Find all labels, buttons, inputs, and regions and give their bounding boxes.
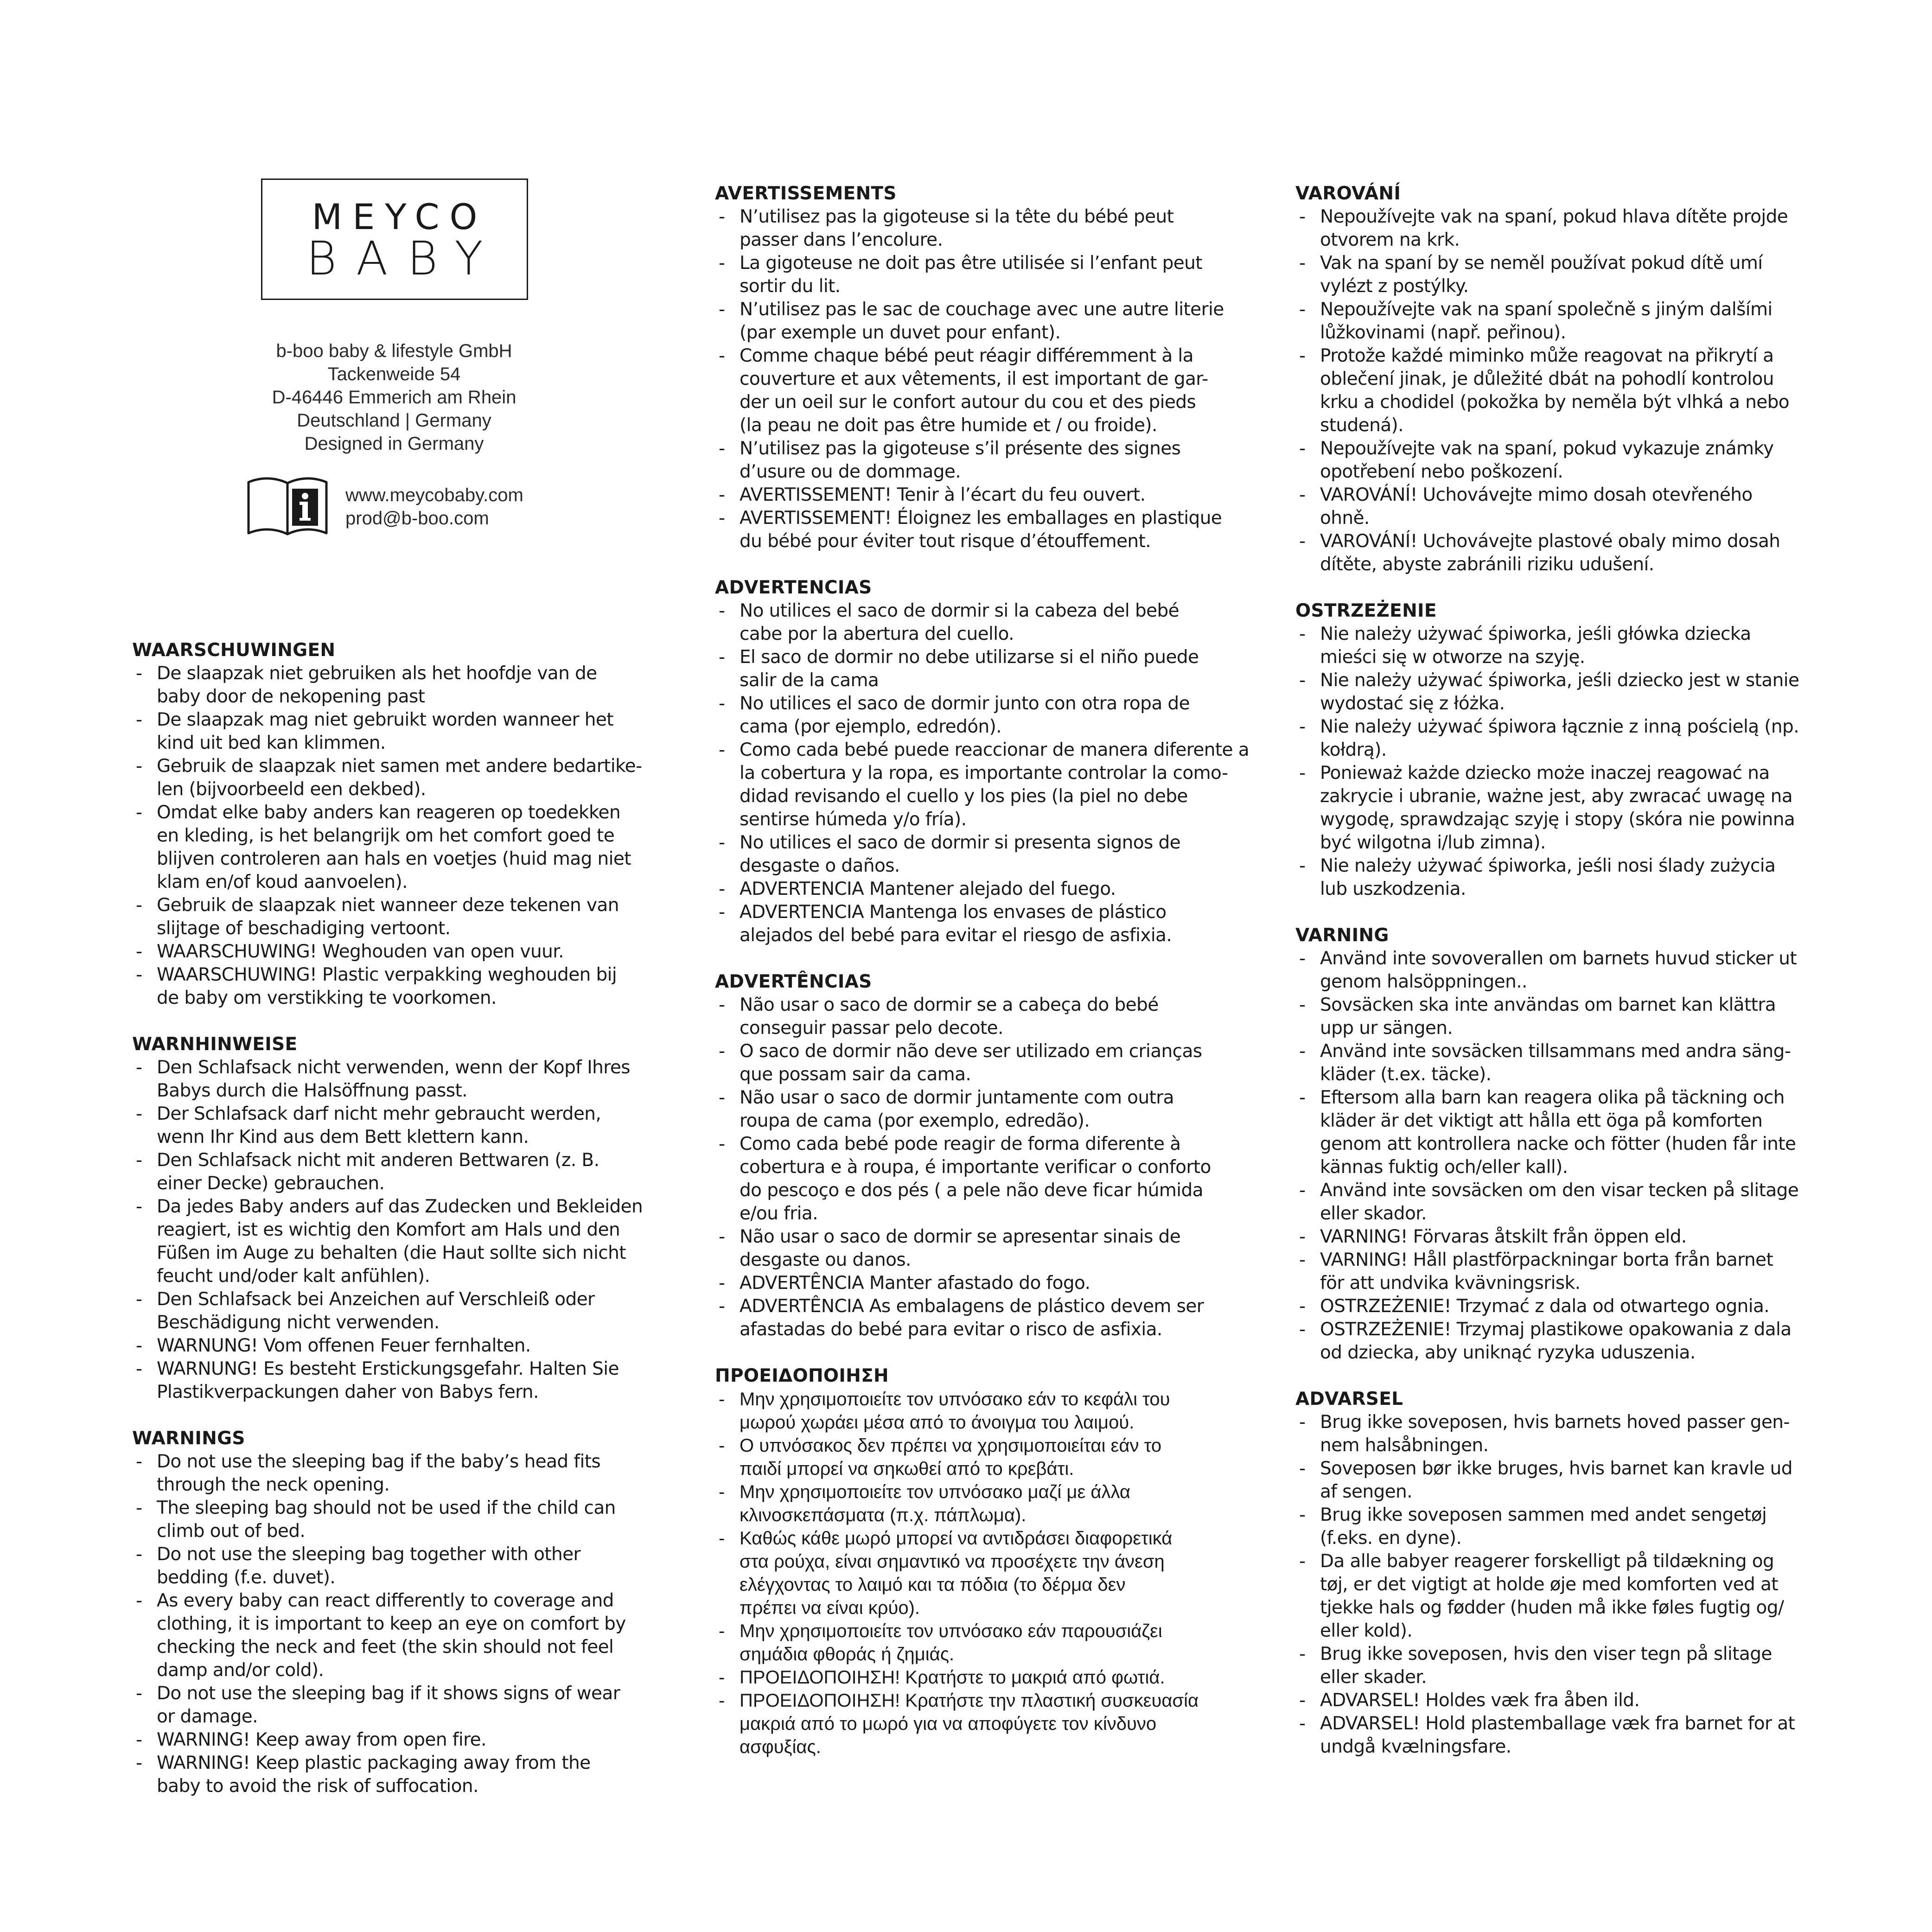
company-address [232, 339, 556, 455]
warning-list [1295, 205, 1829, 576]
column-right [1295, 182, 1829, 1782]
warning-item: - AVERTISSEMENT! Éloignez les emballages en plastique du bébé pour éviter tout risque d’étouffement. [715, 507, 1253, 553]
warning-list [132, 1450, 661, 1798]
warning-item: - WARNUNG! Vom offenen Feuer fernhalten. [132, 1334, 661, 1358]
warning-item: - No utilices el saco de dormir si la cabeza del bebé cabe por la abertura del cuello. [715, 599, 1253, 646]
warning-item: - De slaapzak mag niet gebruikt worden wanneer het kind uit bed kan klimmen. [132, 708, 661, 755]
warning-item: - Eftersom alla barn kan reagera olika på täckning och kläder är det viktigt att hålla ett öga på komforten genom att kontrollera nacke och fötter (huden får inte kännas fuktig och/eller kall). [1295, 1086, 1829, 1179]
section-german [132, 1033, 661, 1404]
warning-item: - Den Schlafsack bei Anzeichen auf Verschleiß oder Beschädigung nicht verwenden. [132, 1288, 661, 1334]
warning-item: - ADVERTENCIA Mantener alejado del fuego. [715, 878, 1253, 901]
meyco-baby-logo [261, 179, 528, 300]
section-polish [1295, 599, 1829, 901]
warning-list [132, 1056, 661, 1404]
warning-item: - OSTRZEŻENIE! Trzymać z dala od otwartego ognia. [1295, 1295, 1829, 1318]
warning-item: - Μην χρησιμοποιείτε τον υπνόσακο εάν το κεφάλι του μωρού χωράει μέσα από το άνοιγμα του λαιμού. [715, 1388, 1253, 1434]
warning-item: - N’utilisez pas le sac de couchage avec une autre literie (par exemple un duvet pour enfant). [715, 298, 1253, 344]
warning-item: - OSTRZEŻENIE! Trzymaj plastikowe opakowania z dala od dziecka, aby uniknąć ryzyka uduszenia. [1295, 1318, 1829, 1365]
warning-item: - La gigoteuse ne doit pas être utilisée si l’enfant peut sortir du lit. [715, 252, 1253, 298]
warning-item: - VARNING! Håll plastförpackningar borta från barnet för att undvika kvävningsrisk. [1295, 1249, 1829, 1295]
warning-item: - ADVERTÊNCIA As embalagens de plástico devem ser afastadas do bebé para evitar o risco de asfixia. [715, 1295, 1253, 1341]
warning-item: - Brug ikke soveposen, hvis barnets hoved passer gen- nem halsåbningen. [1295, 1411, 1829, 1457]
warning-item: - N’utilisez pas la gigoteuse s’il présente des signes d’usure ou de dommage. [715, 437, 1253, 484]
logo-line-1: MEYCO [312, 196, 488, 237]
contact-info [345, 484, 523, 530]
email-link[interactable]: prod@b-boo.com [345, 508, 489, 529]
warning-item: - No utilices el saco de dormir si presenta signos de desgaste o daños. [715, 831, 1253, 878]
warning-item: - ADVERTÊNCIA Manter afastado do fogo. [715, 1272, 1253, 1295]
warning-item: - Ο υπνόσακος δεν πρέπει να χρησιμοποιείται εάν το παιδί μπορεί να σηκωθεί από το κρεβάτι. [715, 1434, 1253, 1480]
warning-item: - Nie należy używać śpiworka, jeśli główka dziecka mieści się w otworze na szyję. [1295, 623, 1829, 669]
warning-list [715, 994, 1253, 1341]
section-swedish [1295, 924, 1829, 1365]
warning-item: - Nepoužívejte vak na spaní, pokud hlava dítěte projde otvorem na krk. [1295, 205, 1829, 252]
warning-item: - N’utilisez pas la gigoteuse si la tête du bébé peut passer dans l’encolure. [715, 205, 1253, 252]
website-link[interactable]: www.meycobaby.com [345, 485, 523, 505]
warning-item: - Använd inte sovsäcken om den visar tecken på slitage eller skador. [1295, 1179, 1829, 1225]
section-danish [1295, 1388, 1829, 1759]
section-french [715, 182, 1253, 553]
warning-item: - Do not use the sleeping bag together with other bedding (f.e. duvet). [132, 1543, 661, 1589]
warning-item: - Não usar o saco de dormir juntamente com outra roupa de cama (por exemplo, edredão). [715, 1086, 1253, 1133]
warning-item: - WARNING! Keep plastic packaging away from the baby to avoid the risk of suffocation. [132, 1752, 661, 1798]
warning-item: - Den Schlafsack nicht verwenden, wenn der Kopf Ihres Babys durch die Halsöffnung passt. [132, 1056, 661, 1103]
warning-item: - WAARSCHUWING! Weghouden van open vuur. [132, 940, 661, 963]
warning-item: - ΠΡΟΕΙΔΟΠΟΙΗΣΗ! Κρατήστε το μακριά από φωτιά. [715, 1666, 1253, 1689]
warning-item: - Nie należy używać śpiworka, jeśli nosi ślady zużycia lub uszkodzenia. [1295, 854, 1829, 901]
warning-item: - Da alle babyer reagerer forskelligt på tildækning og tøj, er det vigtigt at holde øje med komforten ved at tjekke hals og fødder (huden må ikke føles fugtig og/ eller kold). [1295, 1550, 1829, 1643]
warning-item: - Ponieważ każde dziecko może inaczej reagować na zakrycie i ubranie, ważne jest, aby zwracać uwagę na wygodę, sprawdzając szyję i stopy (skóra nie powinna być wilgotna i/lub zimna). [1295, 762, 1829, 854]
warning-item: - Omdat elke baby anders kan reageren op toedekken en kleding, is het belangrijk om het comfort goed te blijven controleren aan hals en voetjes (huid mag niet klam en/of koud aanvoelen). [132, 801, 661, 894]
warning-item: - Não usar o saco de dormir se a cabeça do bebé conseguir passar pelo decote. [715, 994, 1253, 1040]
warning-list [1295, 623, 1829, 901]
warning-item: - ADVARSEL! Hold plastemballage væk fra barnet for at undgå kvælningsfare. [1295, 1712, 1829, 1759]
warning-item: - The sleeping bag should not be used if the child can climb out of bed. [132, 1497, 661, 1543]
section-title: ΠΡΟΕΙΔΟΠΟΙΗΣΗ [715, 1365, 889, 1386]
warning-item: - Do not use the sleeping bag if the baby’s head fits through the neck opening. [132, 1450, 661, 1497]
warning-item: - AVERTISSEMENT! Tenir à l’écart du feu ouvert. [715, 484, 1253, 507]
warning-list [1295, 1411, 1829, 1759]
warning-item: - Não usar o saco de dormir se apresentar sinais de desgaste ou danos. [715, 1225, 1253, 1272]
warning-list [1295, 947, 1829, 1365]
warning-item: - Nie należy używać śpiwora łącznie z inną pościelą (np. kołdrą). [1295, 715, 1829, 762]
warning-item: - Använd inte sovsäcken tillsammans med andra säng- kläder (t.ex. täcke). [1295, 1040, 1829, 1086]
warning-item: - Soveposen bør ikke bruges, hvis barnet kan kravle ud af sengen. [1295, 1457, 1829, 1504]
section-portuguese [715, 970, 1253, 1341]
section-title: VARNING [1295, 925, 1389, 946]
section-title: WAARSCHUWINGEN [132, 640, 336, 661]
section-title: ADVERTÊNCIAS [715, 971, 872, 992]
section-dutch [132, 639, 661, 1010]
section-spanish [715, 576, 1253, 947]
section-title: ADVERTENCIAS [715, 577, 872, 598]
warning-item: - Μην χρησιμοποιείτε τον υπνόσακο εάν παρουσιάζει σημάδια φθοράς ή ζημιάς. [715, 1620, 1253, 1666]
warning-item: - Μην χρησιμοποιείτε τον υπνόσακο μαζί με άλλα κλινοσκεπάσματα (π.χ. πάπλωμα). [715, 1480, 1253, 1527]
company-country: Deutschland | Germany [297, 410, 491, 431]
warning-item: - Καθώς κάθε μωρό μπορεί να αντιδράσει διαφορετικά στα ρούχα, είναι σημαντικό να προσέχετε την άνεση ελέγχοντας το λαιμό και τα πόδια (το δέρμα δεν πρέπει να είναι κρύο). [715, 1527, 1253, 1620]
warning-item: - WARNUNG! Es besteht Erstickungsgefahr. Halten Sie Plastikverpackungen daher von Babys fern. [132, 1358, 661, 1404]
section-english [132, 1427, 661, 1798]
logo-line-2: BABY [306, 231, 503, 286]
warning-item: - Nepoužívejte vak na spaní, pokud vykazuje známky opotřebení nebo poškození. [1295, 437, 1829, 484]
warning-item: - Använd inte sovoverallen om barnets huvud sticker ut genom halsöppningen.. [1295, 947, 1829, 994]
warning-item: - No utilices el saco de dormir junto con otra ropa de cama (por ejemplo, edredón). [715, 692, 1253, 739]
section-title: AVERTISSEMENTS [715, 183, 897, 204]
warning-list [715, 1388, 1253, 1759]
warning-item: - VARNING! Förvaras åtskilt från öppen eld. [1295, 1225, 1829, 1249]
section-greek [715, 1365, 1253, 1759]
warning-item: - WARNING! Keep away from open fire. [132, 1728, 661, 1752]
section-title: WARNINGS [132, 1428, 245, 1449]
warning-item: - Nie należy używać śpiworka, jeśli dziecko jest w stanie wydostać się z łóżka. [1295, 669, 1829, 715]
warning-item: - WAARSCHUWING! Plastic verpakking weghouden bij de baby om verstikking te voorkomen. [132, 963, 661, 1010]
section-title: VAROVÁNÍ [1295, 183, 1401, 204]
warning-item: - Comme chaque bébé peut réagir différemment à la couverture et aux vêtements, il est important de gar- der un oeil sur le confort autour du cou et des pieds (la peau ne doit pas être humide et / ou froide). [715, 344, 1253, 437]
warning-item: - ADVARSEL! Holdes væk fra åben ild. [1295, 1689, 1829, 1712]
warning-item: - O saco de dormir não deve ser utilizado em crianças que possam sair da cama. [715, 1040, 1253, 1086]
warning-item: - Brug ikke soveposen, hvis den viser tegn på slitage eller skader. [1295, 1643, 1829, 1689]
column-middle [715, 182, 1253, 1782]
warning-item: - El saco de dormir no debe utilizarse si el niño puede salir de la cama [715, 646, 1253, 692]
manual-info-icon [246, 474, 329, 536]
warning-item: - VAROVÁNÍ! Uchovávejte plastové obaly mimo dosah dítěte, abyste zabránili riziku udušení. [1295, 530, 1829, 576]
warning-item: - Como cada bebé pode reagir de forma diferente à cobertura e à roupa, é importante verificar o conforto do pescoço e dos pés ( a pele não deve ficar húmida e/ou fria. [715, 1133, 1253, 1225]
warning-item: - Gebruik de slaapzak niet samen met andere bedartike- len (bijvoorbeeld een dekbed). [132, 755, 661, 801]
warning-item: - Gebruik de slaapzak niet wanneer deze tekenen van slijtage of beschadiging vertoont. [132, 894, 661, 940]
warning-item: - Vak na spaní by se neměl používat pokud dítě umí vylézt z postýlky. [1295, 252, 1829, 298]
warning-list [715, 599, 1253, 947]
company-street: Tackenweide 54 [327, 364, 461, 384]
warning-item: - Sovsäcken ska inte användas om barnet kan klättra upp ur sängen. [1295, 994, 1829, 1040]
column-left [132, 639, 661, 1821]
warning-item: - De slaapzak niet gebruiken als het hoofdje van de baby door de nekopening past [132, 662, 661, 708]
warning-item: - VAROVÁNÍ! Uchovávejte mimo dosah otevřeného ohně. [1295, 484, 1829, 530]
warning-item: - Der Schlafsack darf nicht mehr gebraucht werden, wenn Ihr Kind aus dem Bett klettern kann. [132, 1103, 661, 1149]
warning-item: - Como cada bebé puede reaccionar de manera diferente a la cobertura y la ropa, es importante controlar la como- didad revisando el cuello y los pies (la piel no debe sentirse húmeda y/o fría). [715, 739, 1253, 831]
warning-item: - ADVERTENCIA Mantenga los envases de plástico alejados del bebé para evitar el riesgo de asfixia. [715, 901, 1253, 947]
warning-item: - Brug ikke soveposen sammen med andet sengetøj (f.eks. en dyne). [1295, 1504, 1829, 1550]
warning-list [132, 662, 661, 1010]
warning-item: - ΠΡΟΕΙΔΟΠΟΙΗΣΗ! Κρατήστε την πλαστική συσκευασία μακριά από το μωρό για να αποφύγετε τον κίνδυνο ασφυξίας. [715, 1689, 1253, 1759]
warning-item: - Da jedes Baby anders auf das Zudecken und Bekleiden reagiert, ist es wichtig den Komfort am Hals und den Füßen im Auge zu behalten (die Haut sollte sich nicht feucht und/oder kalt anfühlen). [132, 1195, 661, 1288]
company-city: D-46446 Emmerich am Rhein [272, 387, 516, 408]
section-title: ADVARSEL [1295, 1389, 1403, 1409]
warning-item: - Do not use the sleeping bag if it shows signs of wear or damage. [132, 1682, 661, 1728]
section-title: OSTRZEŻENIE [1295, 600, 1437, 621]
warning-item: - Den Schlafsack nicht mit anderen Bettwaren (z. B. einer Decke) gebrauchen. [132, 1149, 661, 1195]
section-czech [1295, 182, 1829, 576]
warning-item: - As every baby can react differently to coverage and clothing, it is important to keep an eye on comfort by checking the neck and feet (the skin should not feel damp and/or cold). [132, 1589, 661, 1682]
warning-item: - Nepoužívejte vak na spaní společně s jiným dalšími lůžkovinami (např. peřinou). [1295, 298, 1829, 344]
warning-list [715, 205, 1253, 553]
company-designed: Designed in Germany [304, 434, 484, 454]
company-name: b-boo baby & lifestyle GmbH [276, 341, 512, 361]
warning-item: - Protože každé miminko může reagovat na přikrytí a oblečení jinak, je důležité dbát na pohodlí kontrolou krku a chodidel (pokožka by neměla být vlhká a nebo studená). [1295, 344, 1829, 437]
section-title: WARNHINWEISE [132, 1034, 298, 1055]
